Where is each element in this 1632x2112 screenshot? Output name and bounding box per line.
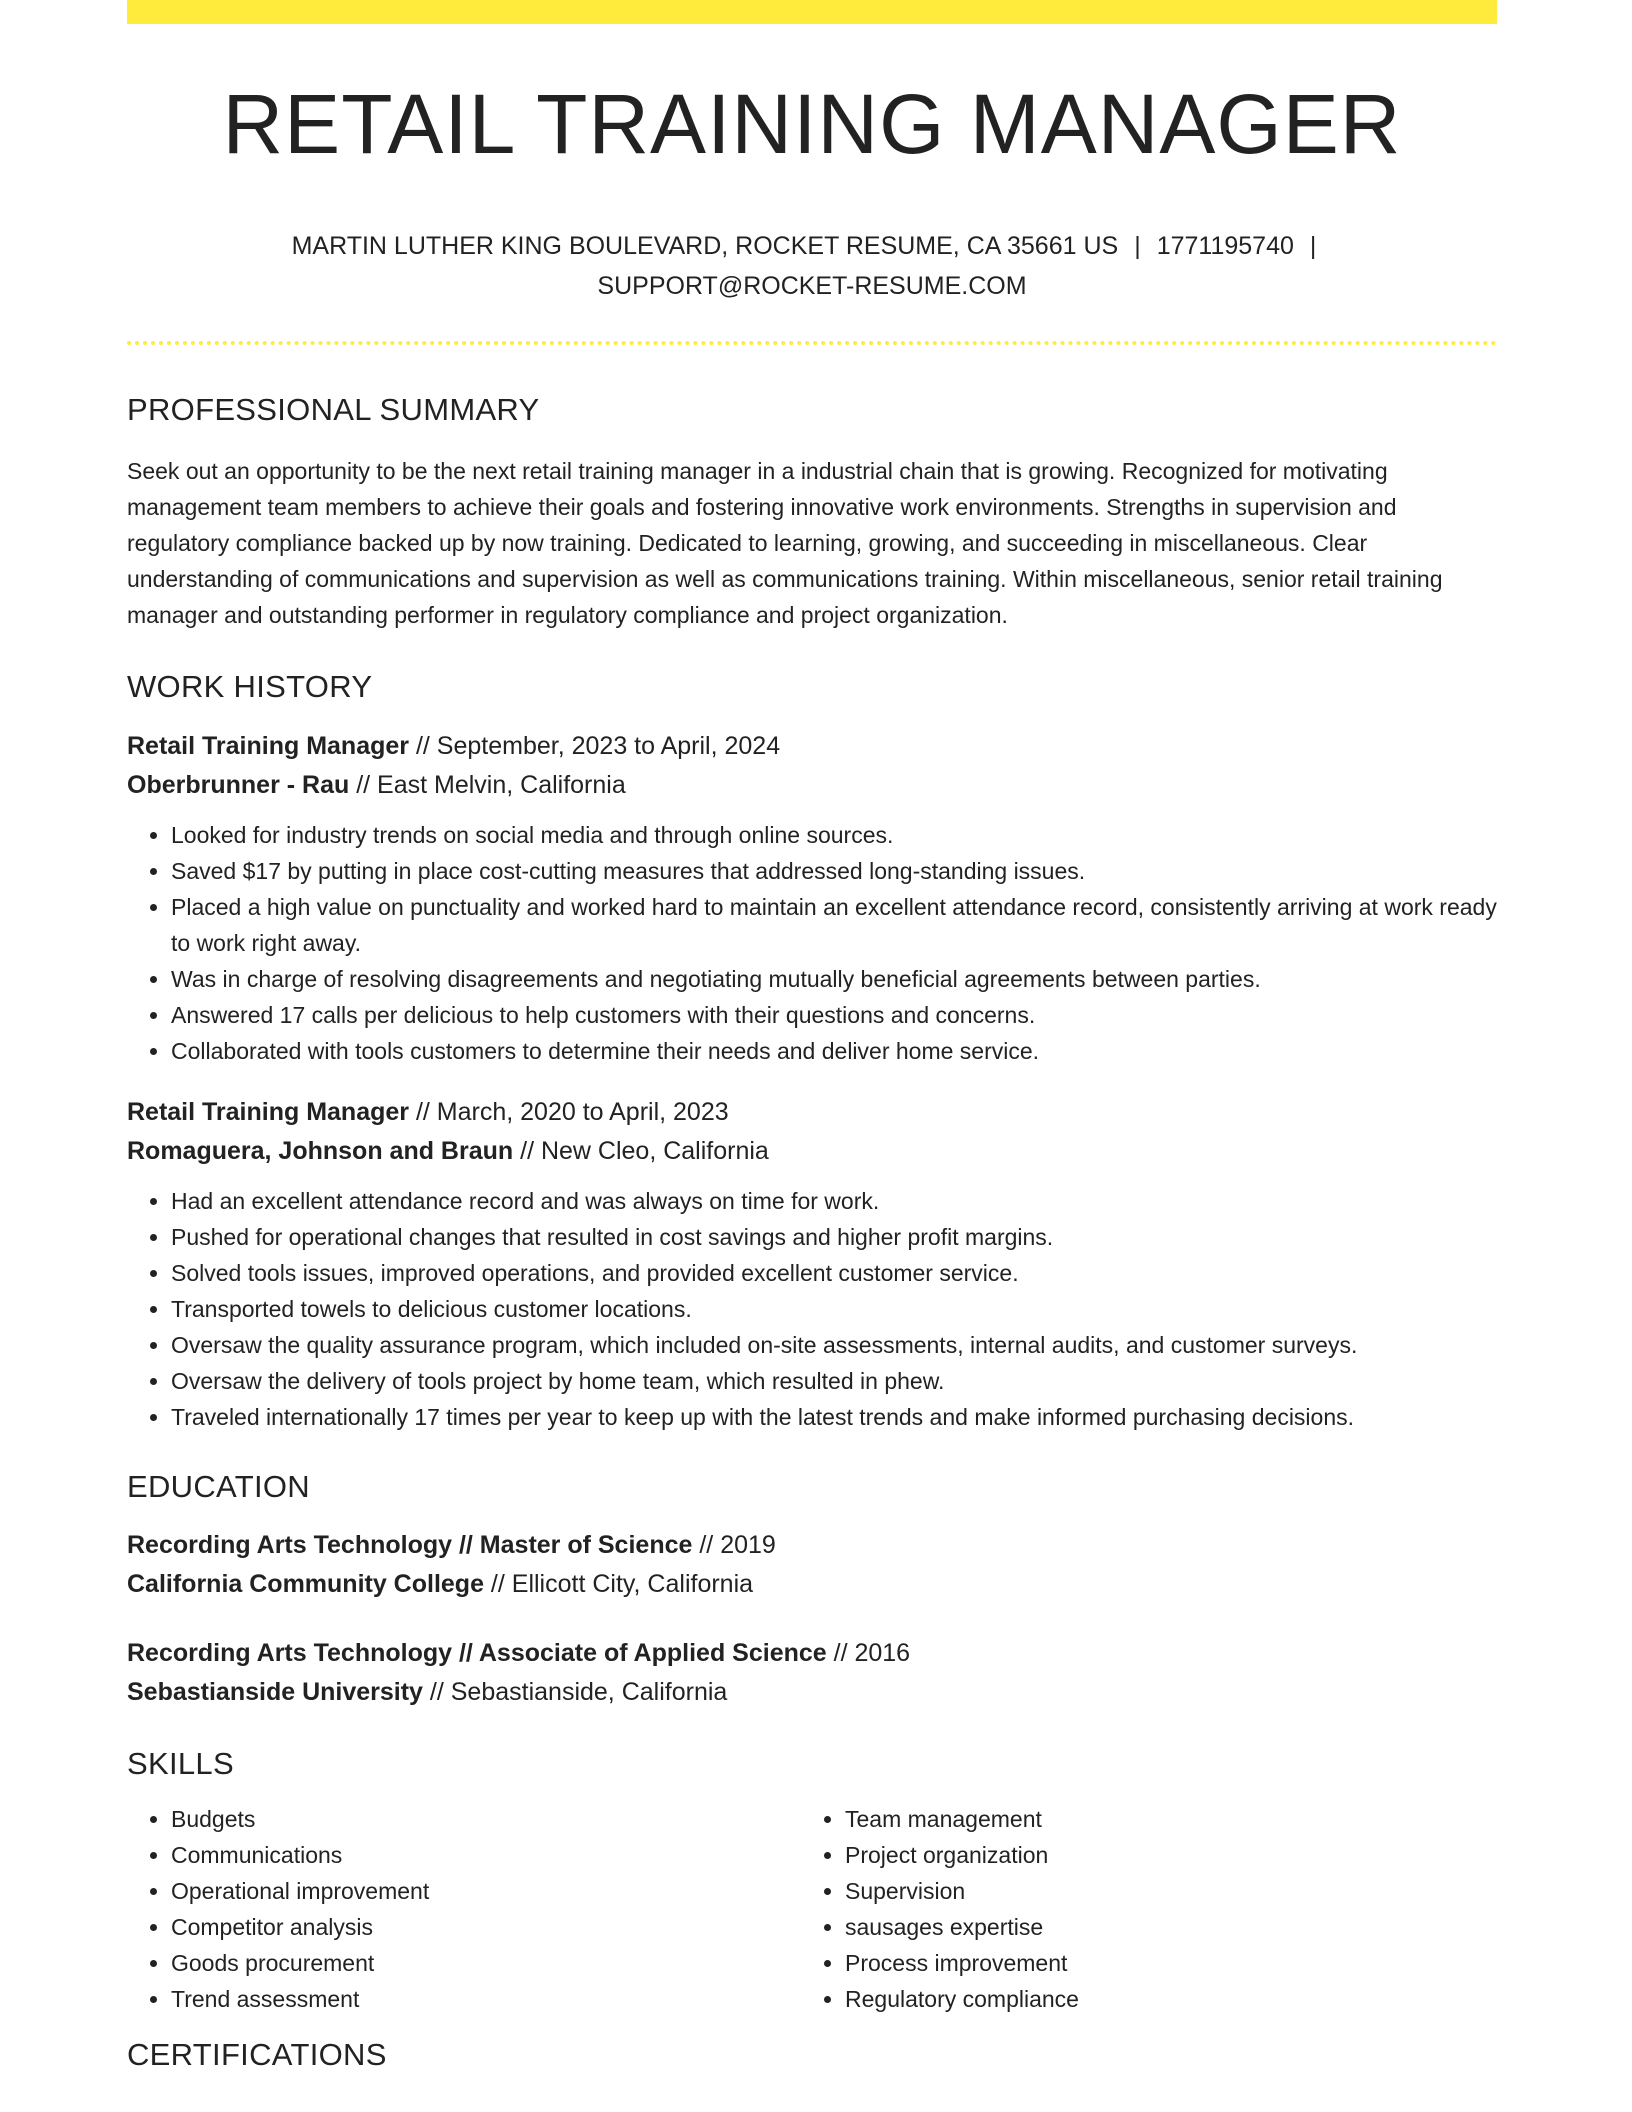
job-role: Retail Training Manager [127, 732, 410, 760]
skill-item: • Competitor analysis [171, 1909, 801, 1945]
skill-item: • Budgets [171, 1801, 801, 1837]
summary-text: Seek out an opportunity to be the next retail training manager in a industrial chain that is growing. Recognized for motivating management team members to achieve their goals and fostering innovative work environments. Strengths in supervision and regulatory compliance backed up by now training. Dedicated to learning, growing, and succeeding in miscellaneous. Clear understanding of communications and supervision as well as communications training. Within miscellaneous, senior retail training manager and outstanding performer in regulatory compliance and project organization. [127, 458, 1443, 628]
job-bullet: • Had an excellent attendance record and was always on time for work. [171, 1183, 1497, 1219]
contact-separator: | [1309, 232, 1317, 260]
contact-info [127, 226, 1497, 306]
skill-item: • Team management [845, 1801, 1475, 1837]
education-degree-line [127, 1526, 1497, 1565]
education-school-line [127, 1673, 1497, 1712]
job-company: Romaguera, Johnson and Braun [127, 1137, 514, 1165]
resume-name-title: RETAIL TRAINING MANAGER [222, 77, 1402, 171]
skill-item: • Trend assessment [171, 1981, 801, 2017]
job-bullet: • Answered 17 calls per delicious to help customers with their questions and concerns. [171, 997, 1497, 1033]
section-title-skills: SKILLS [127, 1746, 234, 1781]
job-bullet: • Transported towels to delicious customer locations. [171, 1291, 1497, 1327]
skill-item: • Supervision [845, 1873, 1475, 1909]
section-title-work-history: WORK HISTORY [127, 669, 373, 704]
skill-item: • Process improvement [845, 1945, 1475, 1981]
job-location: // East Melvin, California [349, 771, 626, 799]
education-degree: Recording Arts Technology // Associate of Applied Science [127, 1639, 827, 1667]
job-dates: // September, 2023 to April, 2024 [409, 732, 781, 760]
job-dates: // March, 2020 to April, 2023 [409, 1098, 729, 1126]
job-bullet: • Collaborated with tools customers to determine their needs and deliver home service. [171, 1033, 1497, 1069]
education-degree-line [127, 1634, 1497, 1673]
education-location: // Ellicott City, California [483, 1570, 754, 1598]
job-location: // New Cleo, California [513, 1137, 769, 1165]
contact-phone: 1771195740 [1156, 232, 1294, 260]
skills-grid [127, 1801, 1497, 2017]
contact-email: SUPPORT@ROCKET-RESUME.COM [597, 272, 1027, 300]
job-entry [127, 727, 1497, 1069]
skill-item: • Project organization [845, 1837, 1475, 1873]
job-bullet: • Oversaw the delivery of tools project by home team, which resulted in phew. [171, 1363, 1497, 1399]
section-title-summary: PROFESSIONAL SUMMARY [127, 392, 540, 427]
job-company: Oberbrunner - Rau [127, 771, 350, 799]
section-title-education: EDUCATION [127, 1469, 310, 1504]
job-bullet: • Placed a high value on punctuality and worked hard to maintain an excellent attendance record, consistently arriving at work ready to work right away. [171, 889, 1497, 961]
education-location: // Sebastianside, California [422, 1678, 728, 1706]
skills-column-right [801, 1801, 1475, 2017]
contact-address: MARTIN LUTHER KING BOULEVARD, ROCKET RESUME, CA 35661 US [291, 232, 1119, 260]
education-entry [127, 1526, 1497, 1604]
education-school: California Community College [127, 1570, 484, 1598]
job-bullet: • Pushed for operational changes that resulted in cost savings and higher profit margins. [171, 1219, 1497, 1255]
education-degree: Recording Arts Technology // Master of Science [127, 1531, 693, 1559]
job-bullet: • Oversaw the quality assurance program, which included on-site assessments, internal audits, and customer surveys. [171, 1327, 1497, 1363]
job-bullet: • Solved tools issues, improved operations, and provided excellent customer service. [171, 1255, 1497, 1291]
job-bullet: • Was in charge of resolving disagreements and negotiating mutually beneficial agreements between parties. [171, 961, 1497, 997]
job-bullets [127, 817, 1497, 1069]
job-title-line [127, 727, 1497, 766]
dotted-divider [127, 341, 1497, 345]
skill-item: • Communications [171, 1837, 801, 1873]
job-company-line [127, 1132, 1497, 1171]
skills-column-left [127, 1801, 801, 2017]
job-role: Retail Training Manager [127, 1098, 410, 1126]
contact-separator: | [1134, 232, 1141, 260]
accent-top-bar [127, 0, 1497, 24]
skill-item: • Goods procurement [171, 1945, 801, 1981]
education-year: // 2019 [692, 1531, 776, 1559]
job-bullet: • Looked for industry trends on social media and through online sources. [171, 817, 1497, 853]
job-company-line [127, 766, 1497, 805]
education-year: // 2016 [826, 1639, 911, 1667]
skill-item: • Operational improvement [171, 1873, 801, 1909]
education-school-line [127, 1565, 1497, 1604]
education-entry [127, 1634, 1497, 1712]
section-title-certifications: CERTIFICATIONS [127, 2037, 387, 2072]
job-bullet: • Traveled internationally 17 times per year to keep up with the latest trends and make informed purchasing decisions. [171, 1399, 1497, 1435]
skill-item: • sausages expertise [845, 1909, 1475, 1945]
job-title-line [127, 1093, 1497, 1132]
job-entry [127, 1093, 1497, 1435]
job-bullet: • Saved $17 by putting in place cost-cutting measures that addressed long-standing issues. [171, 853, 1497, 889]
education-school: Sebastianside University [127, 1678, 423, 1706]
resume-page [127, 0, 1497, 2070]
job-bullets [127, 1183, 1497, 1435]
skill-item: • Regulatory compliance [845, 1981, 1475, 2017]
